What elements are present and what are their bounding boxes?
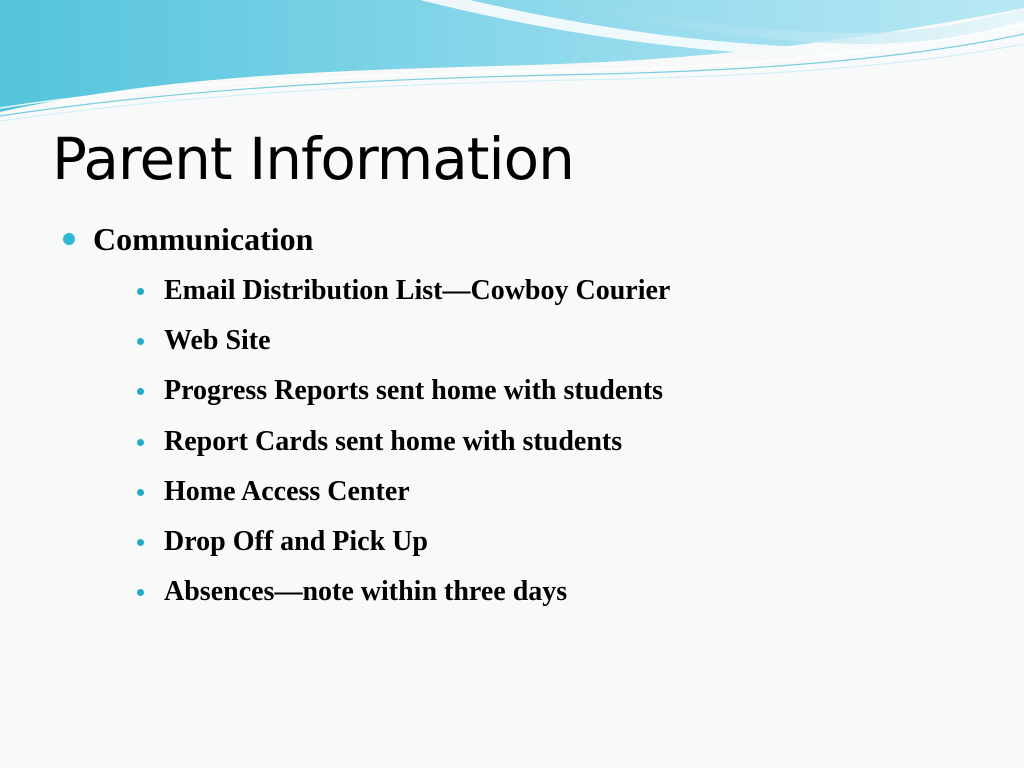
bullet-dot-icon: [63, 233, 75, 245]
list-item-communication: [62, 220, 962, 258]
bullet-dot-icon: [137, 539, 144, 546]
bullet-dot-icon: [137, 338, 144, 345]
bullet-dot-icon: [137, 589, 144, 596]
bullet-dot-icon: [137, 439, 144, 446]
list-item-label: Web Site: [164, 325, 271, 357]
bullet-dot-icon: [137, 489, 144, 496]
list-item: [136, 523, 996, 573]
list-item: [136, 473, 996, 523]
slide-title: Parent Information: [52, 125, 574, 193]
bullet-dot-icon: [137, 388, 144, 395]
list-item-label: Progress Reports sent home with students: [164, 375, 664, 407]
bullet-list-level1: [62, 220, 962, 258]
header-wave-decoration: [0, 0, 1024, 125]
list-item-label: Drop Off and Pick Up: [164, 525, 428, 557]
list-item-label: Report Cards sent home with students: [164, 425, 623, 457]
list-item: [136, 573, 996, 623]
list-item-label: Absences—note within three days: [164, 576, 568, 608]
list-item: [136, 272, 996, 322]
list-item: [136, 322, 996, 372]
bullet-dot-icon: [137, 288, 144, 295]
list-item-label: Email Distribution List—Cowboy Courier: [164, 275, 671, 306]
list-item-label: Home Access Center: [164, 475, 410, 507]
list-item: [136, 372, 996, 422]
bullet-list-level2: [136, 272, 996, 623]
list-item: [136, 423, 996, 473]
list-item-label: Communication: [93, 221, 314, 257]
